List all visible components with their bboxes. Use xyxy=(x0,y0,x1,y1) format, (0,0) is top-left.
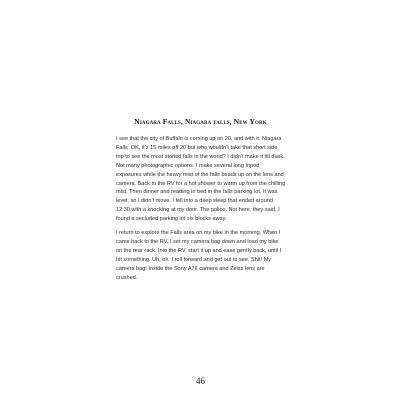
page-number: 46 xyxy=(196,376,205,386)
chapter-heading: Niagara Falls, Niagara falls, New York xyxy=(134,117,267,126)
paragraph-2: I return to explore the Falls area on my bike in the morning. When I came back to the RV, I set my camera bag down and load my bike on the rear rack. Into the RV, start it up and ease gently back, until I hit something. Uh, oh. I roll forward and get out to see. Shit! My camera bag! Inside the Sony A7II camera and Zeiss lens are crushed. xyxy=(116,230,282,281)
body-text xyxy=(116,135,286,283)
paragraph-1: I see that the city of Buffalo is coming up on 20, and with it, Niagara Falls. OK, it’s 15 miles off 20 but who wouldn’t take that short side trip to see the most storied falls in the world? I didn’t make it till dusk. Not many photographic options. I make several long tripod exposures while the heavy mist of the falls beads up on the lens and camera. Back to the RV for a hot shower to warm up from the chilling mist. Then dinner and reading in bed in the falls parking lot. It was level, so I didn’t move. I fell into a deep sleep that ended around 12:30 with a knocking at my door. The police. Not here, they said. I found a secluded parking lot six blocks away. xyxy=(116,136,286,223)
